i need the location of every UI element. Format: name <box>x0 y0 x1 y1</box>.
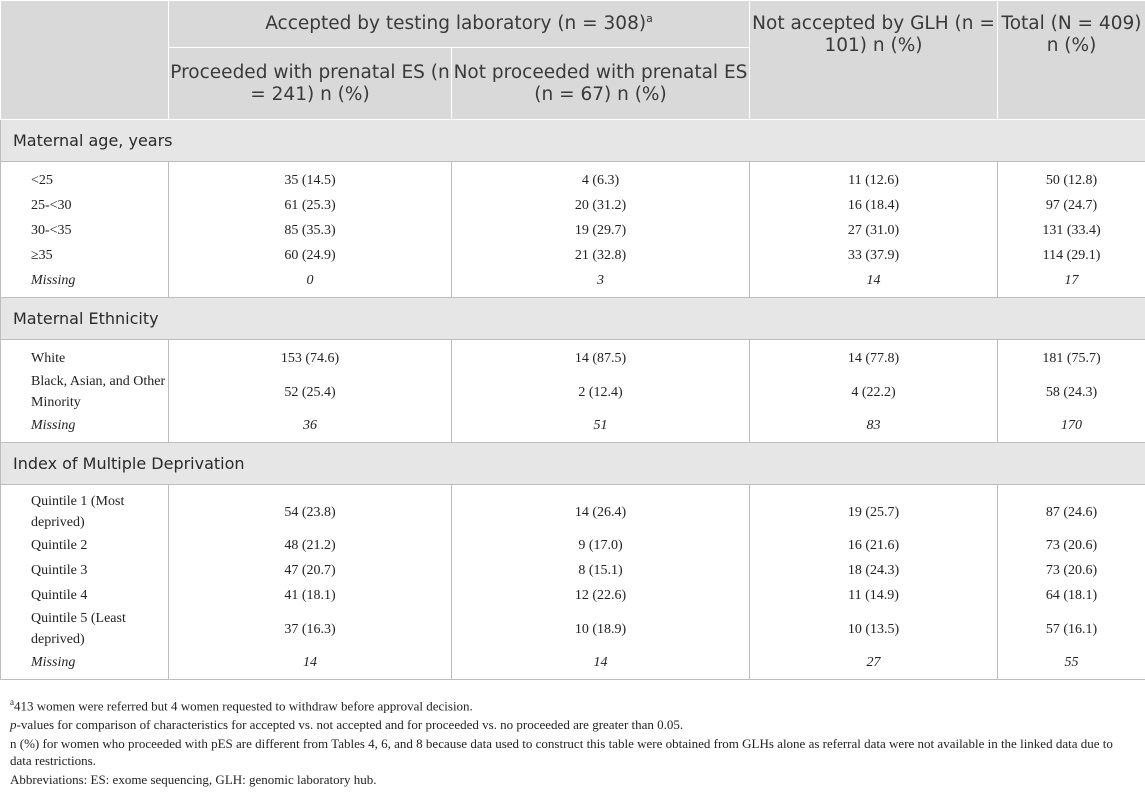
table-cell: 27 <box>750 650 998 680</box>
footnote-n-percent: n (%) for women who proceeded with pES are different from Tables 4, 6, and 8 because data used to construct this table were obtained from GLHs alone as referral data were not available in the linked data due to data restrictions. <box>10 736 1113 769</box>
table-cell: 33 (37.9) <box>750 243 998 268</box>
table-cell: 61 (25.3) <box>169 193 452 218</box>
table-cell: 36 <box>169 413 452 443</box>
table-cell: 37 (16.3) <box>169 608 452 650</box>
row-label: Black, Asian, and Other Minority <box>1 371 169 413</box>
row-label: 30-<35 <box>1 218 169 243</box>
table-cell: 83 <box>750 413 998 443</box>
header-accepted-sup: a <box>646 11 653 25</box>
header-accepted-group <box>169 1 750 48</box>
table-cell: 10 (13.5) <box>750 608 998 650</box>
table-cell: 52 (25.4) <box>169 371 452 413</box>
table-row <box>1 413 1145 443</box>
table-cell: 3 <box>452 268 750 298</box>
section-title: Maternal age, years <box>1 120 1145 162</box>
table-cell: 47 (20.7) <box>169 558 452 583</box>
table-cell: 12 (22.6) <box>452 583 750 608</box>
table-cell: 8 (15.1) <box>452 558 750 583</box>
table-row <box>1 193 1145 218</box>
table-cell: 14 <box>169 650 452 680</box>
header-accepted-label: Accepted by testing laboratory (n = 308) <box>265 13 647 34</box>
table-header <box>1 1 1145 120</box>
footnote-a-marker: a <box>10 697 14 707</box>
header-not-accepted: Not accepted by GLH (n = 101) n (%) <box>750 1 998 120</box>
table-cell: 27 (31.0) <box>750 218 998 243</box>
table-row <box>1 650 1145 680</box>
table-cell: 51 <box>452 413 750 443</box>
row-label: Quintile 3 <box>1 558 169 583</box>
table-cell: 153 (74.6) <box>169 340 452 372</box>
table-cell: 11 (14.9) <box>750 583 998 608</box>
table-row <box>1 162 1145 194</box>
table-cell: 18 (24.3) <box>750 558 998 583</box>
table-cell: 4 (6.3) <box>452 162 750 194</box>
row-label: Quintile 2 <box>1 533 169 558</box>
table-cell: 14 (77.8) <box>750 340 998 372</box>
table-cell: 48 (21.2) <box>169 533 452 558</box>
table-row <box>1 340 1145 372</box>
table-cell: 2 (12.4) <box>452 371 750 413</box>
table-cell: 114 (29.1) <box>998 243 1145 268</box>
table-cell: 21 (32.8) <box>452 243 750 268</box>
table-cell: 19 (25.7) <box>750 485 998 534</box>
table-cell: 20 (31.2) <box>452 193 750 218</box>
section-row <box>1 443 1145 485</box>
row-label: 25-<30 <box>1 193 169 218</box>
footnote-p-values <box>10 716 1135 733</box>
table-cell: 10 (18.9) <box>452 608 750 650</box>
table-cell: 14 (26.4) <box>452 485 750 534</box>
footnote-a <box>10 694 1135 714</box>
section-title: Index of Multiple Deprivation <box>1 443 1145 485</box>
table-cell: 60 (24.9) <box>169 243 452 268</box>
table-row <box>1 533 1145 558</box>
row-label: Quintile 4 <box>1 583 169 608</box>
table-cell: 14 <box>452 650 750 680</box>
table-row <box>1 268 1145 298</box>
table-cell: 19 (29.7) <box>452 218 750 243</box>
table-cell: 131 (33.4) <box>998 218 1145 243</box>
table-cell: 64 (18.1) <box>998 583 1145 608</box>
table-cell: 97 (24.7) <box>998 193 1145 218</box>
section-title: Maternal Ethnicity <box>1 298 1145 340</box>
table-cell: 57 (16.1) <box>998 608 1145 650</box>
footnote-abbreviations: Abbreviations: ES: exome sequencing, GLH: genomic laboratory hub. <box>10 772 377 788</box>
table-cell: 170 <box>998 413 1145 443</box>
row-label: Quintile 1 (Most deprived) <box>1 485 169 534</box>
row-label: Missing <box>1 650 169 680</box>
table-body <box>1 120 1145 680</box>
footnote-p-italic: p <box>10 717 17 733</box>
table-cell: 73 (20.6) <box>998 558 1145 583</box>
table-cell: 16 (18.4) <box>750 193 998 218</box>
footnote-p-text: -values for comparison of characteristics for accepted vs. not accepted and for proceeded vs. no proceeded are greater than 0.05. <box>16 717 684 733</box>
table-cell: 16 (21.6) <box>750 533 998 558</box>
table-cell: 14 <box>750 268 998 298</box>
section-row <box>1 120 1145 162</box>
header-proceeded: Proceeded with prenatal ES (n = 241) n (%) <box>169 48 452 120</box>
table-cell: 58 (24.3) <box>998 371 1145 413</box>
table-cell: 54 (23.8) <box>169 485 452 534</box>
table-cell: 17 <box>998 268 1145 298</box>
table-cell: 87 (24.6) <box>998 485 1145 534</box>
table-row <box>1 608 1145 650</box>
table-cell: 4 (22.2) <box>750 371 998 413</box>
header-not-proceeded: Not proceeded with prenatal ES (n = 67) n (%) <box>452 48 750 120</box>
table-cell: 41 (18.1) <box>169 583 452 608</box>
table-row <box>1 218 1145 243</box>
footnote-a-text: 413 women were referred but 4 women requested to withdraw before approval decision. <box>14 698 473 714</box>
row-label: White <box>1 340 169 372</box>
table-cell: 0 <box>169 268 452 298</box>
table-row <box>1 243 1145 268</box>
row-label: Quintile 5 (Least deprived) <box>1 608 169 650</box>
row-label: Missing <box>1 268 169 298</box>
header-blank-cell <box>1 1 169 120</box>
table-row <box>1 371 1145 413</box>
table-row <box>1 485 1145 534</box>
row-label: <25 <box>1 162 169 194</box>
table-cell: 50 (12.8) <box>998 162 1145 194</box>
table-cell: 9 (17.0) <box>452 533 750 558</box>
table-cell: 181 (75.7) <box>998 340 1145 372</box>
table-row <box>1 558 1145 583</box>
table-footnotes <box>10 694 1135 790</box>
table-cell: 55 <box>998 650 1145 680</box>
table-row <box>1 583 1145 608</box>
table-cell: 85 (35.3) <box>169 218 452 243</box>
table-cell: 73 (20.6) <box>998 533 1145 558</box>
section-row <box>1 298 1145 340</box>
row-label: Missing <box>1 413 169 443</box>
row-label: ≥35 <box>1 243 169 268</box>
table-cell: 14 (87.5) <box>452 340 750 372</box>
header-total: Total (N = 409) n (%) <box>998 1 1145 120</box>
table-cell: 11 (12.6) <box>750 162 998 194</box>
table-cell: 35 (14.5) <box>169 162 452 194</box>
